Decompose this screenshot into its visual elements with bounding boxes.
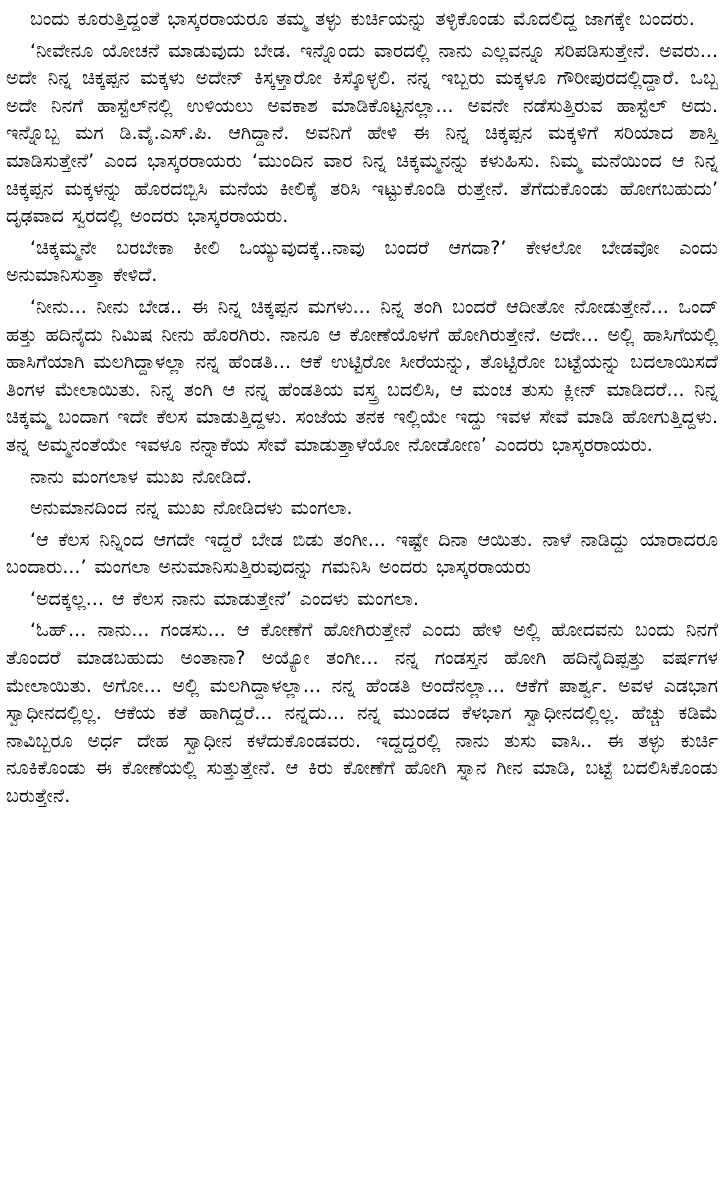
paragraph-1: ಬಂದು ಕೂರುತ್ತಿದ್ದಂತೆ ಭಾಸ್ಕರರಾಯರೂ ತಮ್ಮ ತಳ್ಳು ಕುರ್ಚಿಯನ್ನು ತಳ್ಳಿಕೊಂಡು ಮೊದಲಿದ್ದ ಜಾಗಕ್ಕೇ ಬಂದರು.: [30, 8, 695, 30]
paragraph-9: ‘ಓಹ್... ನಾನು... ಗಂಡಸು... ಆ ಕೋಣೆಗೆ ಹೋಗಿರುತ್ತೇನೆ ಎಂದು ಹೇಳಿ ಅಲ್ಲಿ ಹೋದವನು ಬಂದು ನಿನಗೆ ತೊಂದರೆ ಮಾಡಬಹುದು ಅಂತಾನಾ? ಅಯ್ಯೋ ತಂಗೀ... ನನ್ನ ಗಂಡಸ್ತನ ಹೋಗಿ ಹದಿನೈದಿಪ್ಪತ್ತು ವರ್ಷಗಳ ಮೇಲಾಯಿತು. ಅಗೋ... ಅಲ್ಲಿ ಮಲಗಿದ್ದಾಳಲ್ಲಾ... ನನ್ನ ಹೆಂಡತಿ ಅಂದೆನಲ್ಲಾ... ಆಕೆಗೆ ಪಾರ್ಶ್ವ. ಅವಳ ಎಡಭಾಗ ಸ್ವಾಧೀನದಲ್ಲಿಲ್ಲ. ಆಕೆಯ ಕತೆ ಹಾಗಿದ್ದರೆ... ನನ್ನದು... ನನ್ನ ಮುಂಡದ ಕೆಳಭಾಗ ಸ್ವಾಧೀನದಲ್ಲಿಲ್ಲ. ಹೆಚ್ಚು ಕಡಿಮೆ ನಾವಿಬ್ಬರೂ ಅರ್ಧ ದೇಹ ಸ್ವಾಧೀನ ಕಳೆದುಕೊಂಡವರು. ಇದ್ದದ್ದರಲ್ಲಿ ನಾನು ತುಸು ವಾಸಿ.. ಈ ತಳ್ಳು ಕುರ್ಚಿ ನೂಕಿಕೊಂಡು ಈ ಕೋಣೆಯಲ್ಲಿ ಸುತ್ತುತ್ತೇನೆ. ಆ ಕಿರು ಕೋಣೆಗೆ ಹೋಗಿ ಸ್ನಾನ ಗೀನ ಮಾಡಿ, ಬಟ್ಟೆ ಬದಲಿಸಿಕೊಂಡು ಬರುತ್ತೇನೆ.: [6, 619, 718, 808]
paragraph-2: ‘ನೀವೇನೂ ಯೋಚನೆ ಮಾಡುವುದು ಬೇಡ. ಇನ್ನೊಂದು ವಾರದಲ್ಲಿ ನಾನು ಎಲ್ಲವನ್ನೂ ಸರಿಪಡಿಸುತ್ತೇನೆ. ಅವರು... ಅದೇ ನಿನ್ನ ಚಿಕ್ಕಪ್ಪನ ಮಕ್ಕಳು ಅದೇನ್ ಕಿಸ್ಕಳ್ತಾರೋ ಕಿಸ್ಕೊಳ್ಳಲಿ. ನನ್ನ ಇಬ್ಬರು ಮಕ್ಕಳೂ ಗೌರೀಪುರದಲ್ಲಿದ್ದಾರೆ. ಒಬ್ಬ ಅದೇ ನಿನಗೆ ಹಾಸ್ಟೆಲ್‌ನಲ್ಲಿ ಉಳಿಯಲು ಅವಕಾಶ ಮಾಡಿಕೊಟ್ಟನಲ್ಲಾ... ಅವನೇ ನಡೆಸುತ್ತಿರುವ ಹಾಸ್ಟೆಲ್ ಅದು. ಇನ್ನೊಬ್ಬ ಮಗ ಡಿ.ವೈ.ಎಸ್.ಪಿ. ಆಗಿದ್ದಾನೆ. ಅವನಿಗೆ ಹೇಳಿ ಈ ನಿನ್ನ ಚಿಕ್ಕಪ್ಪನ ಮಕ್ಕಳಿಗೆ ಸರಿಯಾದ ಶಾಸ್ತಿ ಮಾಡಿಸುತ್ತೇನೆ’ ಎಂದ ಭಾಸ್ಕರರಾಯರು ‘ಮುಂದಿನ ವಾರ ನಿನ್ನ ಚಿಕ್ಕಮ್ಮನನ್ನು ಕಳುಹಿಸು. ನಿಮ್ಮ ಮನೆಯಿಂದ ಆ ನಿನ್ನ ಚಿಕ್ಕಪ್ಪನ ಮಕ್ಕಳನ್ನು ಹೊರದಬ್ಬಿಸಿ ಮನೆಯ ಕೀಲಿಕೈ ತರಿಸಿ ಇಟ್ಟುಕೊಂಡಿ ರುತ್ತೇನೆ. ತೆಗೆದುಕೊಂಡು ಹೋಗಬಹುದು’ ದೃಢವಾದ ಸ್ವರದಲ್ಲಿ ಅಂದರು ಭಾಸ್ಕರರಾಯರು.: [6, 39, 719, 228]
paragraph-3: ‘ಚಿಕ್ಕಮ್ಮನೇ ಬರಬೇಕಾ ಕೀಲಿ ಒಯ್ಯುವುದಕ್ಕೆ..ನಾವು ಬಂದರೆ ಆಗದಾ?’ ಕೇಳಲೋ ಬೇಡವೋ ಎಂದು ಅನುಮಾನಿಸುತ್ತಾ ಕೇಳಿದೆ.: [6, 236, 718, 287]
paragraph-4: ‘ನೀನು... ನೀನು ಬೇಡ.. ಈ ನಿನ್ನ ಚಿಕ್ಕಪ್ಪನ ಮಗಳು... ನಿನ್ನ ತಂಗಿ ಬಂದರೆ ಆದೀತೋ ನೋಡುತ್ತೇನೆ... ಒಂದ್ ಹತ್ತು ಹದಿನೈದು ನಿಮಿಷ ನೀನು ಹೊರಗಿರು. ನಾನೂ ಆ ಕೋಣೆಯೊಳಗೆ ಹೋಗಿರುತ್ತೇನೆ. ಅದೇ... ಅಲ್ಲಿ ಹಾಸಿಗೆಯಲ್ಲಿ ಹಾಸಿಗೆಯಾಗಿ ಮಲಗಿದ್ದಾಳಲ್ಲಾ ನನ್ನ ಹೆಂಡತಿ... ಆಕೆ ಉಟ್ಟಿರೋ ಸೀರೆಯನ್ನು, ತೊಟ್ಟಿರೋ ಬಟ್ಟೆಯನ್ನು ಬದಲಾಯಿಸದೆ ತಿಂಗಳ ಮೇಲಾಯಿತು. ನಿನ್ನ ತಂಗಿ ಆ ನನ್ನ ಹೆಂಡತಿಯ ವಸ್ತ್ರ ಬದಲಿಸಿ, ಆ ಮಂಚ ತುಸು ಕ್ಲೀನ್ ಮಾಡಿದರೆ... ನಿನ್ನ ಚಿಕ್ಕಮ್ಮ ಬಂದಾಗ ಇದೇ ಕೆಲಸ ಮಾಡುತ್ತಿದ್ದಳು. ಸಂಜೆಯ ತನಕ ಇಲ್ಲಿಯೇ ಇದ್ದು ಇವಳ ಸೇವೆ ಮಾಡಿ ಹೋಗುತ್ತಿದ್ದಳು. ತನ್ನ ಅಮ್ಮನಂತೆಯೇ ಇವಳೂ ನನ್ನಾಕೆಯ ಸೇವೆ ಮಾಡುತ್ತಾಳೆಯೋ ನೋಡೋಣ’ ಎಂದರು ಭಾಸ್ಕರರಾಯರು.: [6, 295, 718, 456]
paragraph-8: ‘ಅದಕ್ಕಲ್ಲ... ಆ ಕೆಲಸ ನಾನು ಮಾಡುತ್ತೇನೆ’ ಎಂದಳು ಮಂಗಲಾ.: [30, 587, 419, 610]
paragraph-7: ‘ಆ ಕೆಲಸ ನಿನ್ನಿಂದ ಆಗದೇ ಇದ್ದರೆ ಬೇಡ ಬಿಡು ತಂಗೀ... ಇಷ್ಟೇ ದಿನಾ ಆಯಿತು. ನಾಳೆ ನಾಡಿದ್ದು ಯಾರಾದರೂ ಬಂದಾರು...’ ಮಂಗಲಾ ಅನುಮಾನಿಸುತ್ತಿರುವುದನ್ನು ಗಮನಿಸಿ ಅಂದರು ಭಾಸ್ಕರರಾಯರು: [6, 528, 718, 579]
paragraph-6: ಅನುಮಾನದಿಂದ ನನ್ನ ಮುಖ ನೋಡಿದಳು ಮಂಗಲಾ.: [30, 497, 353, 520]
paragraph-5: ನಾನು ಮಂಗಲಾಳ ಮುಖ ನೋಡಿದೆ.: [30, 465, 253, 488]
